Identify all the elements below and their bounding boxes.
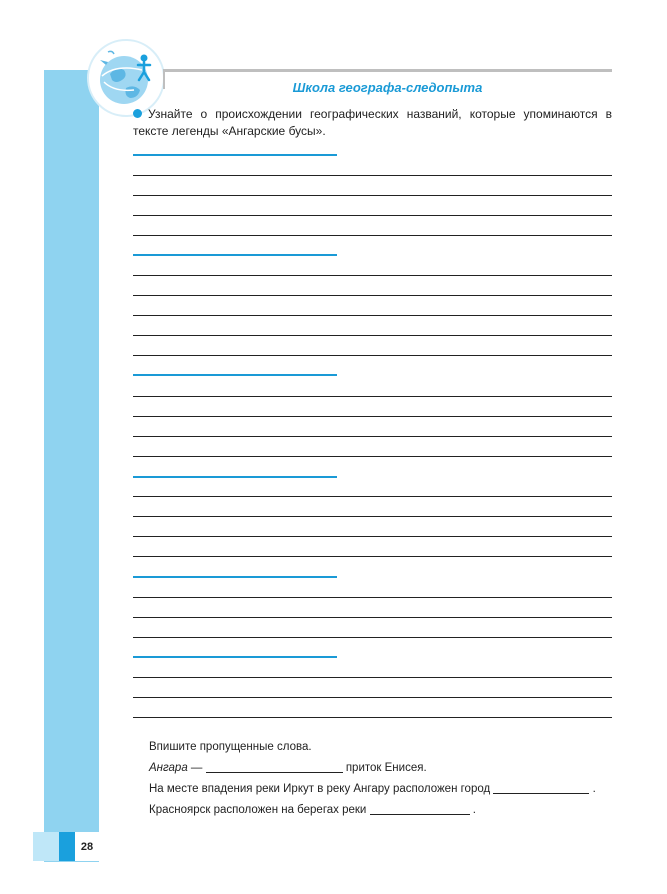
- answer-line[interactable]: [133, 677, 612, 678]
- exercise-intro: Впишите пропущенные слова.: [149, 741, 312, 753]
- line3-prefix: Красноярск расположен на берегах реки: [149, 804, 370, 816]
- page-tab-light: [33, 832, 59, 861]
- task-paragraph: [133, 106, 612, 140]
- answer-heading-line[interactable]: [133, 476, 337, 478]
- line3-suffix: .: [469, 804, 476, 816]
- exercise-line-1: [149, 762, 427, 774]
- bullet-icon: [133, 109, 142, 118]
- answer-heading-line[interactable]: [133, 374, 337, 376]
- line1-suffix: приток Енисея.: [342, 762, 427, 774]
- answer-line[interactable]: [133, 717, 612, 718]
- answer-line[interactable]: [133, 195, 612, 196]
- answer-line[interactable]: [133, 456, 612, 457]
- angara-word: Ангара: [149, 762, 188, 774]
- answer-line[interactable]: [133, 175, 612, 176]
- answer-line[interactable]: [133, 697, 612, 698]
- exercise-line-3: [149, 804, 476, 816]
- answer-heading-line[interactable]: [133, 576, 337, 578]
- answer-line[interactable]: [133, 215, 612, 216]
- answer-line[interactable]: [133, 315, 612, 316]
- header-rule: [163, 69, 612, 72]
- answer-line[interactable]: [133, 275, 612, 276]
- answer-line[interactable]: [133, 637, 612, 638]
- answer-heading-line[interactable]: [133, 656, 337, 658]
- answer-line[interactable]: [133, 355, 612, 356]
- dash: —: [187, 762, 206, 774]
- exercise-line-2: [149, 783, 596, 795]
- answer-line[interactable]: [133, 597, 612, 598]
- blank-field-3[interactable]: [370, 804, 470, 815]
- blank-field-1[interactable]: [206, 762, 343, 773]
- task-text: Узнайте о происхождении географических названий, которые упоминаются в тексте легенды «Ангарские бусы».: [133, 107, 612, 138]
- answer-line[interactable]: [133, 416, 612, 417]
- page-number: 28: [75, 832, 99, 861]
- answer-heading-line[interactable]: [133, 154, 337, 156]
- answer-line[interactable]: [133, 335, 612, 336]
- answer-line[interactable]: [133, 295, 612, 296]
- answer-line[interactable]: [133, 235, 612, 236]
- page-tab-dark: [59, 832, 75, 861]
- section-title: Школа географа-следопыта: [292, 80, 483, 95]
- answer-line[interactable]: [133, 516, 612, 517]
- answer-line[interactable]: [133, 536, 612, 537]
- blank-field-2[interactable]: [493, 783, 589, 794]
- answer-line[interactable]: [133, 496, 612, 497]
- side-band: [44, 70, 99, 862]
- answer-line[interactable]: [133, 396, 612, 397]
- answer-line[interactable]: [133, 556, 612, 557]
- answer-line[interactable]: [133, 436, 612, 437]
- answer-line[interactable]: [133, 617, 612, 618]
- line2-suffix: .: [589, 783, 596, 795]
- line2-prefix: На месте впадения реки Иркут в реку Ангару расположен город: [149, 783, 494, 795]
- answer-heading-line[interactable]: [133, 254, 337, 256]
